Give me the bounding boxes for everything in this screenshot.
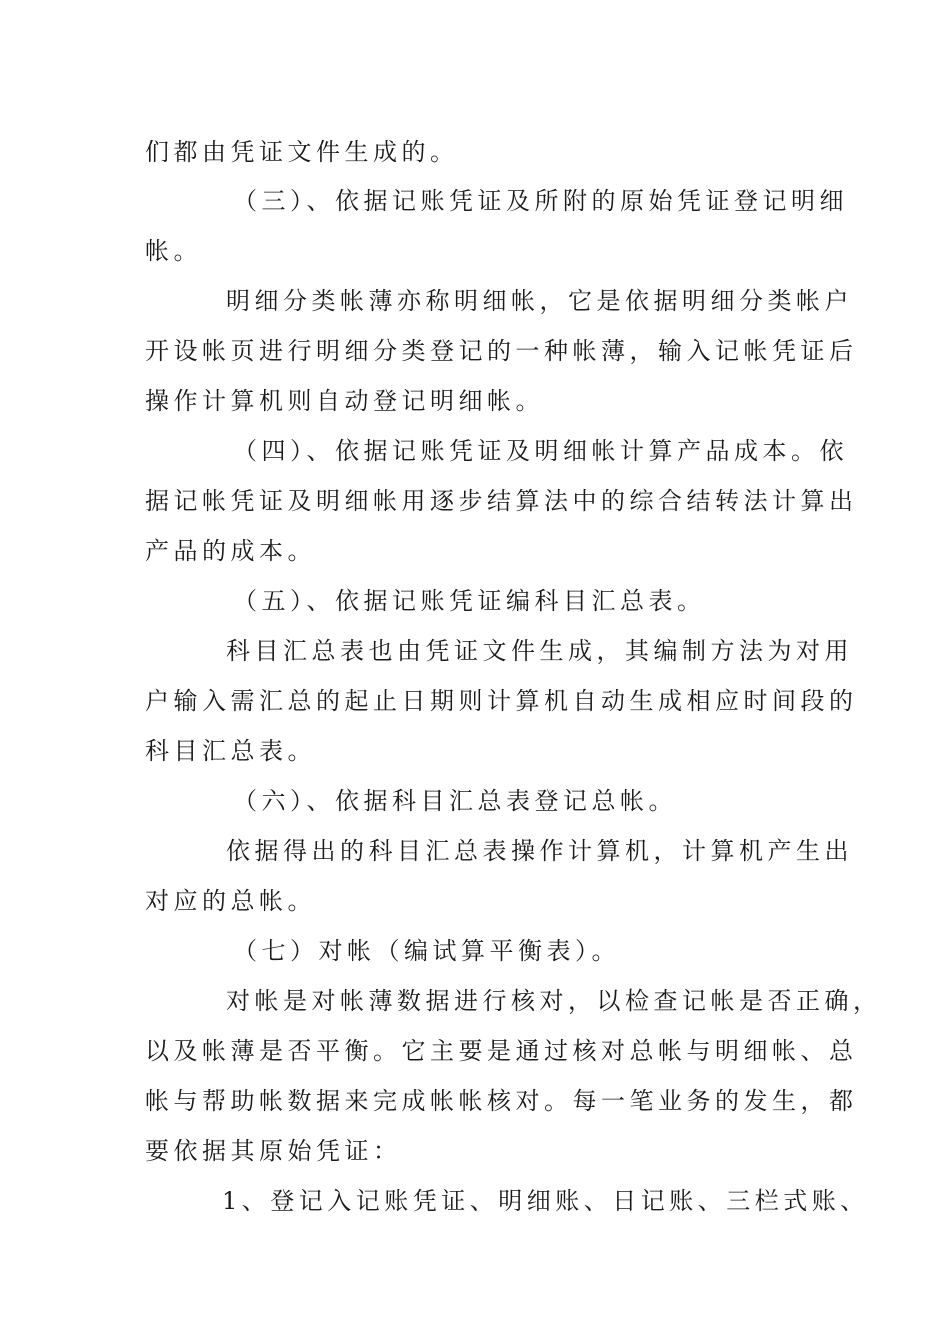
list-item: 1、登记入记账凭证、明细账、日记账、三栏式账、 [222, 1187, 869, 1215]
text-line: 以及帐薄是否平衡。它主要是通过核对总帐与明细帐、总 [145, 1037, 858, 1065]
text-line: 操作计算机则自动登记明细帐。 [145, 387, 544, 415]
text-line: 帐。 [145, 237, 202, 265]
paragraph-start: 依据得出的科目汇总表操作计算机，计算机产生出 [226, 837, 853, 865]
section-heading-7: （七）对帐（编试算平衡表）。 [233, 937, 620, 965]
section-heading-3: （三）、依据记账凭证及所附的原始凭证登记明细 [233, 187, 848, 215]
section-heading-5: （五）、依据记账凭证编科目汇总表。 [233, 587, 706, 615]
text-line: 们都由凭证文件生成的。 [145, 138, 459, 166]
text-line: 据记帐凭证及明细帐用逐步结算法中的综合结转法计算出 [145, 487, 858, 515]
paragraph-start: 科目汇总表也由凭证文件生成，其编制方法为对用 [226, 637, 853, 665]
paragraph-start: 明细分类帐薄亦称明细帐，它是依据明细分类帐户 [226, 287, 853, 315]
text-line: 户输入需汇总的起止日期则计算机自动生成相应时间段的 [145, 687, 858, 715]
paragraph-start: 对帐是对帐薄数据进行核对，以检查记帐是否正确， [226, 987, 882, 1015]
text-line: 开设帐页进行明细分类登记的一种帐薄，输入记帐凭证后 [145, 337, 858, 365]
text-line: 对应的总帐。 [145, 887, 316, 915]
section-heading-6: （六）、依据科目汇总表登记总帐。 [233, 787, 677, 815]
text-line: 要依据其原始凭证： [145, 1137, 402, 1165]
section-heading-4: （四）、依据记账凭证及明细帐计算产品成本。依 [233, 437, 848, 465]
text-line: 产品的成本。 [145, 537, 316, 565]
text-line: 科目汇总表。 [145, 737, 316, 765]
text-line: 帐与帮助帐数据来完成帐帐核对。每一笔业务的发生，都 [145, 1087, 858, 1115]
